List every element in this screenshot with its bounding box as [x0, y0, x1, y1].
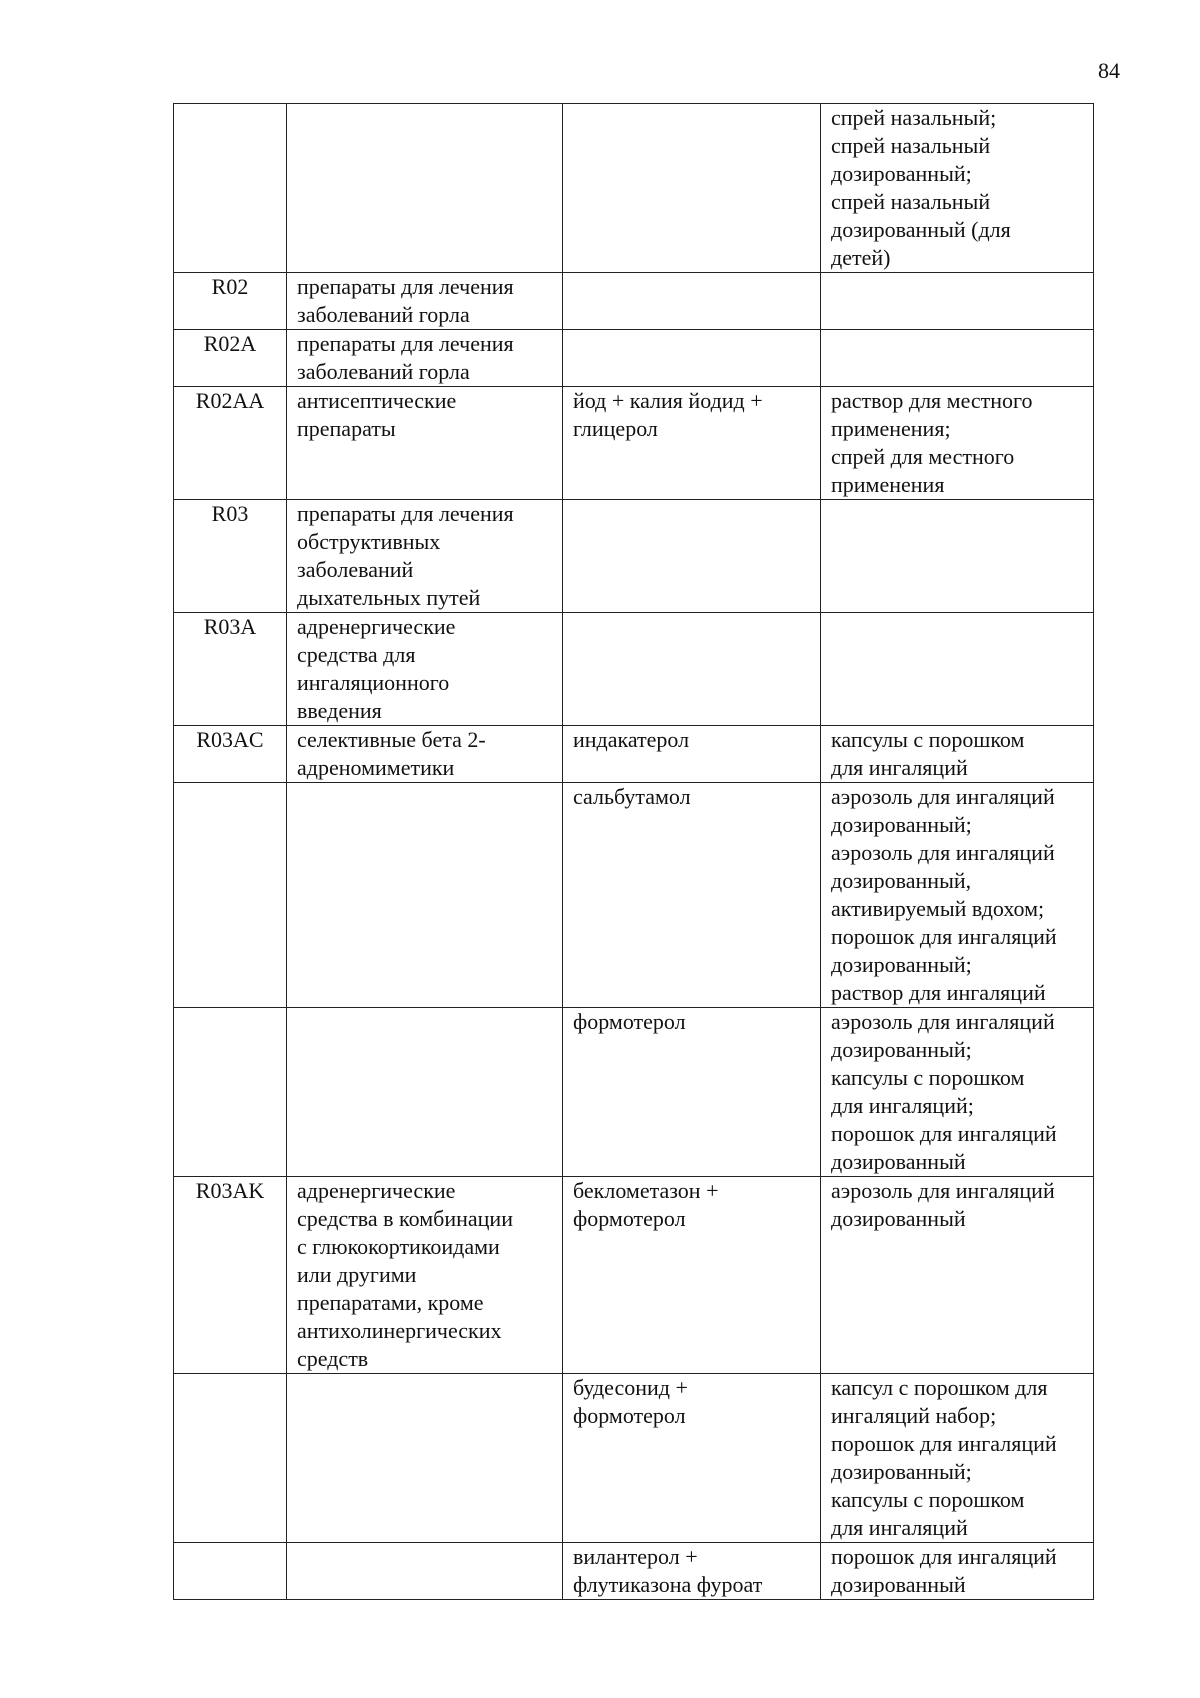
dosage-forms-line: капсулы с порошком	[831, 1487, 1025, 1512]
dosage-forms-line: дозированный	[831, 1206, 966, 1231]
group-name-line: адренергические	[297, 1178, 456, 1203]
table-row	[174, 783, 1094, 1008]
group-name-line: заболеваний горла	[297, 359, 470, 384]
drug-name-cell	[563, 500, 821, 613]
dosage-forms-line: дозированный;	[831, 952, 972, 977]
atc-code-cell	[174, 726, 287, 783]
drug-name-cell	[563, 1177, 821, 1374]
dosage-forms-line: спрей для местного	[831, 444, 1015, 469]
dosage-forms-line: капсул с порошком для	[831, 1375, 1048, 1400]
atc-code-cell	[174, 387, 287, 500]
dosage-forms-cell	[821, 500, 1094, 613]
dosage-forms-line: аэрозоль для ингаляций	[831, 784, 1055, 809]
drug-name-cell	[563, 1543, 821, 1600]
dosage-forms-cell	[821, 783, 1094, 1008]
dosage-forms-line: раствор для местного	[831, 388, 1033, 413]
dosage-forms-line: капсулы с порошком	[831, 1065, 1025, 1090]
group-name-line: средства для	[297, 642, 416, 667]
drug-name-cell	[563, 613, 821, 726]
atc-code: R03AK	[195, 1178, 265, 1203]
group-name-line: или другими	[297, 1262, 417, 1287]
atc-code: R03AC	[196, 727, 264, 752]
drug-name-line: формотерол	[573, 1009, 686, 1034]
dosage-forms-line: капсулы с порошком	[831, 727, 1025, 752]
group-name-cell	[287, 273, 563, 330]
drug-name-line: йод + калия йодид +	[573, 388, 763, 413]
dosage-forms-line: дозированный;	[831, 812, 972, 837]
drug-name-cell	[563, 330, 821, 387]
dosage-forms-cell	[821, 273, 1094, 330]
group-name-cell	[287, 613, 563, 726]
drug-table	[173, 103, 1094, 1600]
dosage-forms-cell	[821, 387, 1094, 500]
atc-code-cell	[174, 273, 287, 330]
group-name-line: дыхательных путей	[297, 585, 481, 610]
dosage-forms-cell	[821, 726, 1094, 783]
group-name-cell	[287, 387, 563, 500]
atc-code-cell	[174, 1008, 287, 1177]
group-name-line: заболеваний горла	[297, 302, 470, 327]
atc-code-cell	[174, 783, 287, 1008]
atc-code-cell	[174, 104, 287, 273]
dosage-forms-line: дозированный;	[831, 1037, 972, 1062]
drug-name-cell	[563, 1374, 821, 1543]
table-row	[174, 273, 1094, 330]
group-name-cell	[287, 1374, 563, 1543]
group-name-line: адренергические	[297, 614, 456, 639]
drug-name-line: вилантерол +	[573, 1544, 698, 1569]
atc-code: R02AA	[195, 388, 265, 413]
page-number: 84	[1098, 58, 1120, 83]
atc-code: R03A	[203, 614, 257, 639]
table-row	[174, 500, 1094, 613]
dosage-forms-line: раствор для ингаляций	[831, 980, 1046, 1005]
dosage-forms-cell	[821, 1543, 1094, 1600]
dosage-forms-line: дозированный	[831, 1572, 966, 1597]
dosage-forms-line: дозированный;	[831, 1459, 972, 1484]
atc-code: R02A	[203, 331, 257, 356]
group-name-line: адреномиметики	[297, 755, 455, 780]
dosage-forms-line: порошок для ингаляций	[831, 1121, 1057, 1146]
group-name-cell	[287, 1008, 563, 1177]
group-name-line: обструктивных	[297, 529, 441, 554]
drug-name-line: индакатерол	[573, 727, 690, 752]
dosage-forms-line: детей)	[831, 245, 891, 270]
dosage-forms-cell	[821, 330, 1094, 387]
dosage-forms-cell	[821, 1374, 1094, 1543]
dosage-forms-line: порошок для ингаляций	[831, 924, 1057, 949]
table-row	[174, 613, 1094, 726]
atc-code-cell	[174, 613, 287, 726]
table-row	[174, 1177, 1094, 1374]
table-row	[174, 1543, 1094, 1600]
group-name-line: антисептические	[297, 388, 457, 413]
group-name-line: препараты для лечения	[297, 331, 514, 356]
dosage-forms-line: порошок для ингаляций	[831, 1431, 1057, 1456]
drug-name-cell	[563, 726, 821, 783]
drug-name-line: глицерол	[573, 416, 658, 441]
dosage-forms-line: для ингаляций	[831, 1515, 968, 1540]
dosage-forms-line: аэрозоль для ингаляций	[831, 840, 1055, 865]
drug-name-cell	[563, 387, 821, 500]
table-row	[174, 726, 1094, 783]
group-name-line: селективные бета 2-	[297, 727, 486, 752]
atc-code-cell	[174, 1374, 287, 1543]
group-name-line: антихолинергических	[297, 1318, 502, 1343]
dosage-forms-line: ингаляций набор;	[831, 1403, 997, 1428]
drug-name-line: флутиказона фуроат	[573, 1572, 763, 1597]
drug-name-line: сальбутамол	[573, 784, 691, 809]
dosage-forms-line: дозированный,	[831, 868, 972, 893]
atc-code-cell	[174, 1543, 287, 1600]
group-name-line: препараты для лечения	[297, 274, 514, 299]
table-row	[174, 1008, 1094, 1177]
group-name-line: средств	[297, 1346, 369, 1371]
dosage-forms-line: дозированный;	[831, 161, 972, 186]
table-body	[174, 104, 1094, 1600]
atc-code: R03	[211, 501, 249, 526]
group-name-line: препаратами, кроме	[297, 1290, 484, 1315]
dosage-forms-line: для ингаляций;	[831, 1093, 974, 1118]
dosage-forms-cell	[821, 1008, 1094, 1177]
dosage-forms-line: спрей назальный	[831, 189, 991, 214]
group-name-line: заболеваний	[297, 557, 414, 582]
drug-name-line: будесонид +	[573, 1375, 688, 1400]
group-name-cell	[287, 1177, 563, 1374]
drug-name-cell	[563, 104, 821, 273]
dosage-forms-cell	[821, 104, 1094, 273]
atc-code-cell	[174, 330, 287, 387]
dosage-forms-line: дозированный (для	[831, 217, 1011, 242]
table-row	[174, 104, 1094, 273]
dosage-forms-line: аэрозоль для ингаляций	[831, 1178, 1055, 1203]
group-name-cell	[287, 330, 563, 387]
dosage-forms-line: дозированный	[831, 1149, 966, 1174]
table-row	[174, 330, 1094, 387]
dosage-forms-line: спрей назальный;	[831, 105, 997, 130]
group-name-line: средства в комбинации	[297, 1206, 513, 1231]
dosage-forms-line: для ингаляций	[831, 755, 968, 780]
table-row	[174, 387, 1094, 500]
dosage-forms-cell	[821, 613, 1094, 726]
drug-name-cell	[563, 1008, 821, 1177]
dosage-forms-cell	[821, 1177, 1094, 1374]
drug-name-line: формотерол	[573, 1206, 686, 1231]
drug-name-cell	[563, 273, 821, 330]
dosage-forms-line: порошок для ингаляций	[831, 1544, 1057, 1569]
dosage-forms-line: применения;	[831, 416, 951, 441]
group-name-line: введения	[297, 698, 382, 723]
group-name-line: ингаляционного	[297, 670, 450, 695]
group-name-cell	[287, 1543, 563, 1600]
dosage-forms-line: применения	[831, 472, 945, 497]
group-name-cell	[287, 500, 563, 613]
dosage-forms-line: активируемый вдохом;	[831, 896, 1045, 921]
group-name-line: препараты для лечения	[297, 501, 514, 526]
group-name-cell	[287, 783, 563, 1008]
dosage-forms-line: спрей назальный	[831, 133, 991, 158]
drug-name-cell	[563, 783, 821, 1008]
group-name-line: препараты	[297, 416, 396, 441]
dosage-forms-line: аэрозоль для ингаляций	[831, 1009, 1055, 1034]
atc-code-cell	[174, 1177, 287, 1374]
drug-name-line: беклометазон +	[573, 1178, 719, 1203]
group-name-cell	[287, 104, 563, 273]
atc-code-cell	[174, 500, 287, 613]
group-name-cell	[287, 726, 563, 783]
group-name-line: с глюкокортикоидами	[297, 1234, 500, 1259]
atc-code: R02	[211, 274, 249, 299]
drug-name-line: формотерол	[573, 1403, 686, 1428]
table-row	[174, 1374, 1094, 1543]
